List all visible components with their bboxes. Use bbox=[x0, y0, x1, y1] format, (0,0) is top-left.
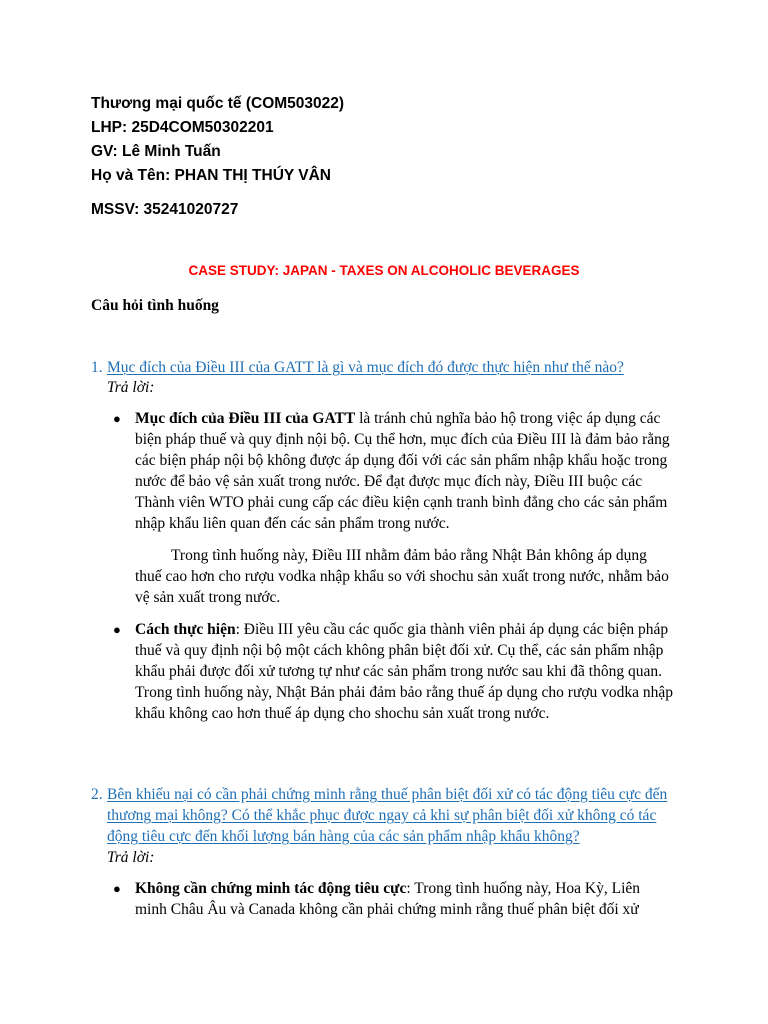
question-number: 2. bbox=[91, 786, 103, 803]
question-number: 1. bbox=[91, 359, 103, 376]
course-title: Thương mại quốc tế (COM503022) bbox=[91, 95, 345, 112]
lecturer-name: GV: Lê Minh Tuấn bbox=[91, 143, 221, 160]
answer-text: : Điều III yêu cầu các quốc gia thành viên phải áp dụng các biện pháp thuế và quy định nội bộ một cách không phân biệt đối xử. Cụ thể, các sản phẩm nhập khẩu phải được đối xử tương tự như các sản phẩm trong nước sau khi đã thông quan. Trong tình huống này, Nhật Bản phải đảm bảo rằng thuế áp dụng cho rượu vodka nhập khẩu không cao hơn thuế áp dụng cho shochu sản xuất trong nước. bbox=[135, 621, 674, 722]
bullet-icon: ● bbox=[113, 881, 121, 896]
section-heading: Câu hỏi tình huống bbox=[91, 297, 219, 314]
student-id: MSSV: 35241020727 bbox=[91, 201, 239, 218]
question-link[interactable]: Mục đích của Điều III của GATT là gì và mục đích đó được thực hiện như thế nào? bbox=[107, 359, 624, 376]
case-study-title: CASE STUDY: JAPAN - TAXES ON ALCOHOLIC BEVERAGES bbox=[188, 263, 580, 278]
bullet-icon: ● bbox=[113, 411, 121, 426]
answer-extra-paragraph: Trong tình huống này, Điều III nhằm đảm bảo rằng Nhật Bản không áp dụng thuế cao hơn cho rượu vodka nhập khẩu so với shochu sản xuất trong nước, nhằm bảo vệ sản xuất trong nước. bbox=[135, 547, 669, 606]
answer-bold-lead: Cách thực hiện bbox=[135, 621, 236, 638]
answer-label: Trả lời: bbox=[107, 849, 155, 866]
class-code: LHP: 25D4COM50302201 bbox=[91, 119, 274, 136]
answer-label: Trả lời: bbox=[107, 379, 155, 396]
answer-paragraph bbox=[135, 878, 675, 920]
answer-paragraph bbox=[135, 408, 675, 534]
bullet-icon: ● bbox=[113, 622, 121, 637]
answer-text: là tránh chủ nghĩa bảo hộ trong việc áp dụng các biện pháp thuế và quy định nội bộ. Cụ thể hơn, mục đích của Điều III là đảm bảo rằng các biện pháp nội bộ không được áp dụng đối với các sản phẩm nhập khẩu hoặc trong nước để bảo vệ sản xuất trong nước. Để đạt được mục đích này, Điều III buộc các Thành viên WTO phải cung cấp các điều kiện cạnh tranh bình đẳng cho các sản phẩm nhập khẩu liên quan đến các sản phẩm trong nước. bbox=[135, 410, 670, 532]
question-link[interactable]: Bên khiếu nại có cần phải chứng minh rằng thuế phân biệt đối xử có tác động tiêu cực đến thương mại không? Có thể khắc phục được ngay cả khi sự phân biệt đối xử không có tác động tiêu cực đến khối lượng bán hàng của các sản phẩm nhập khẩu không? bbox=[107, 786, 668, 845]
answer-text: : Trong tình huống này, Hoa Kỳ, Liên minh Châu Âu và Canada không cần phải chứng minh rằng thuế phân biệt đối xử bbox=[135, 880, 641, 918]
answer-paragraph bbox=[135, 619, 675, 724]
question-1[interactable] bbox=[91, 357, 691, 378]
question-2[interactable] bbox=[91, 784, 691, 847]
answer-bold-lead: Mục đích của Điều III của GATT bbox=[135, 410, 356, 427]
student-name: Họ và Tên: PHAN THỊ THÚY VÂN bbox=[91, 167, 331, 184]
answer-bold-lead: Không cần chứng minh tác động tiêu cực bbox=[135, 880, 407, 897]
